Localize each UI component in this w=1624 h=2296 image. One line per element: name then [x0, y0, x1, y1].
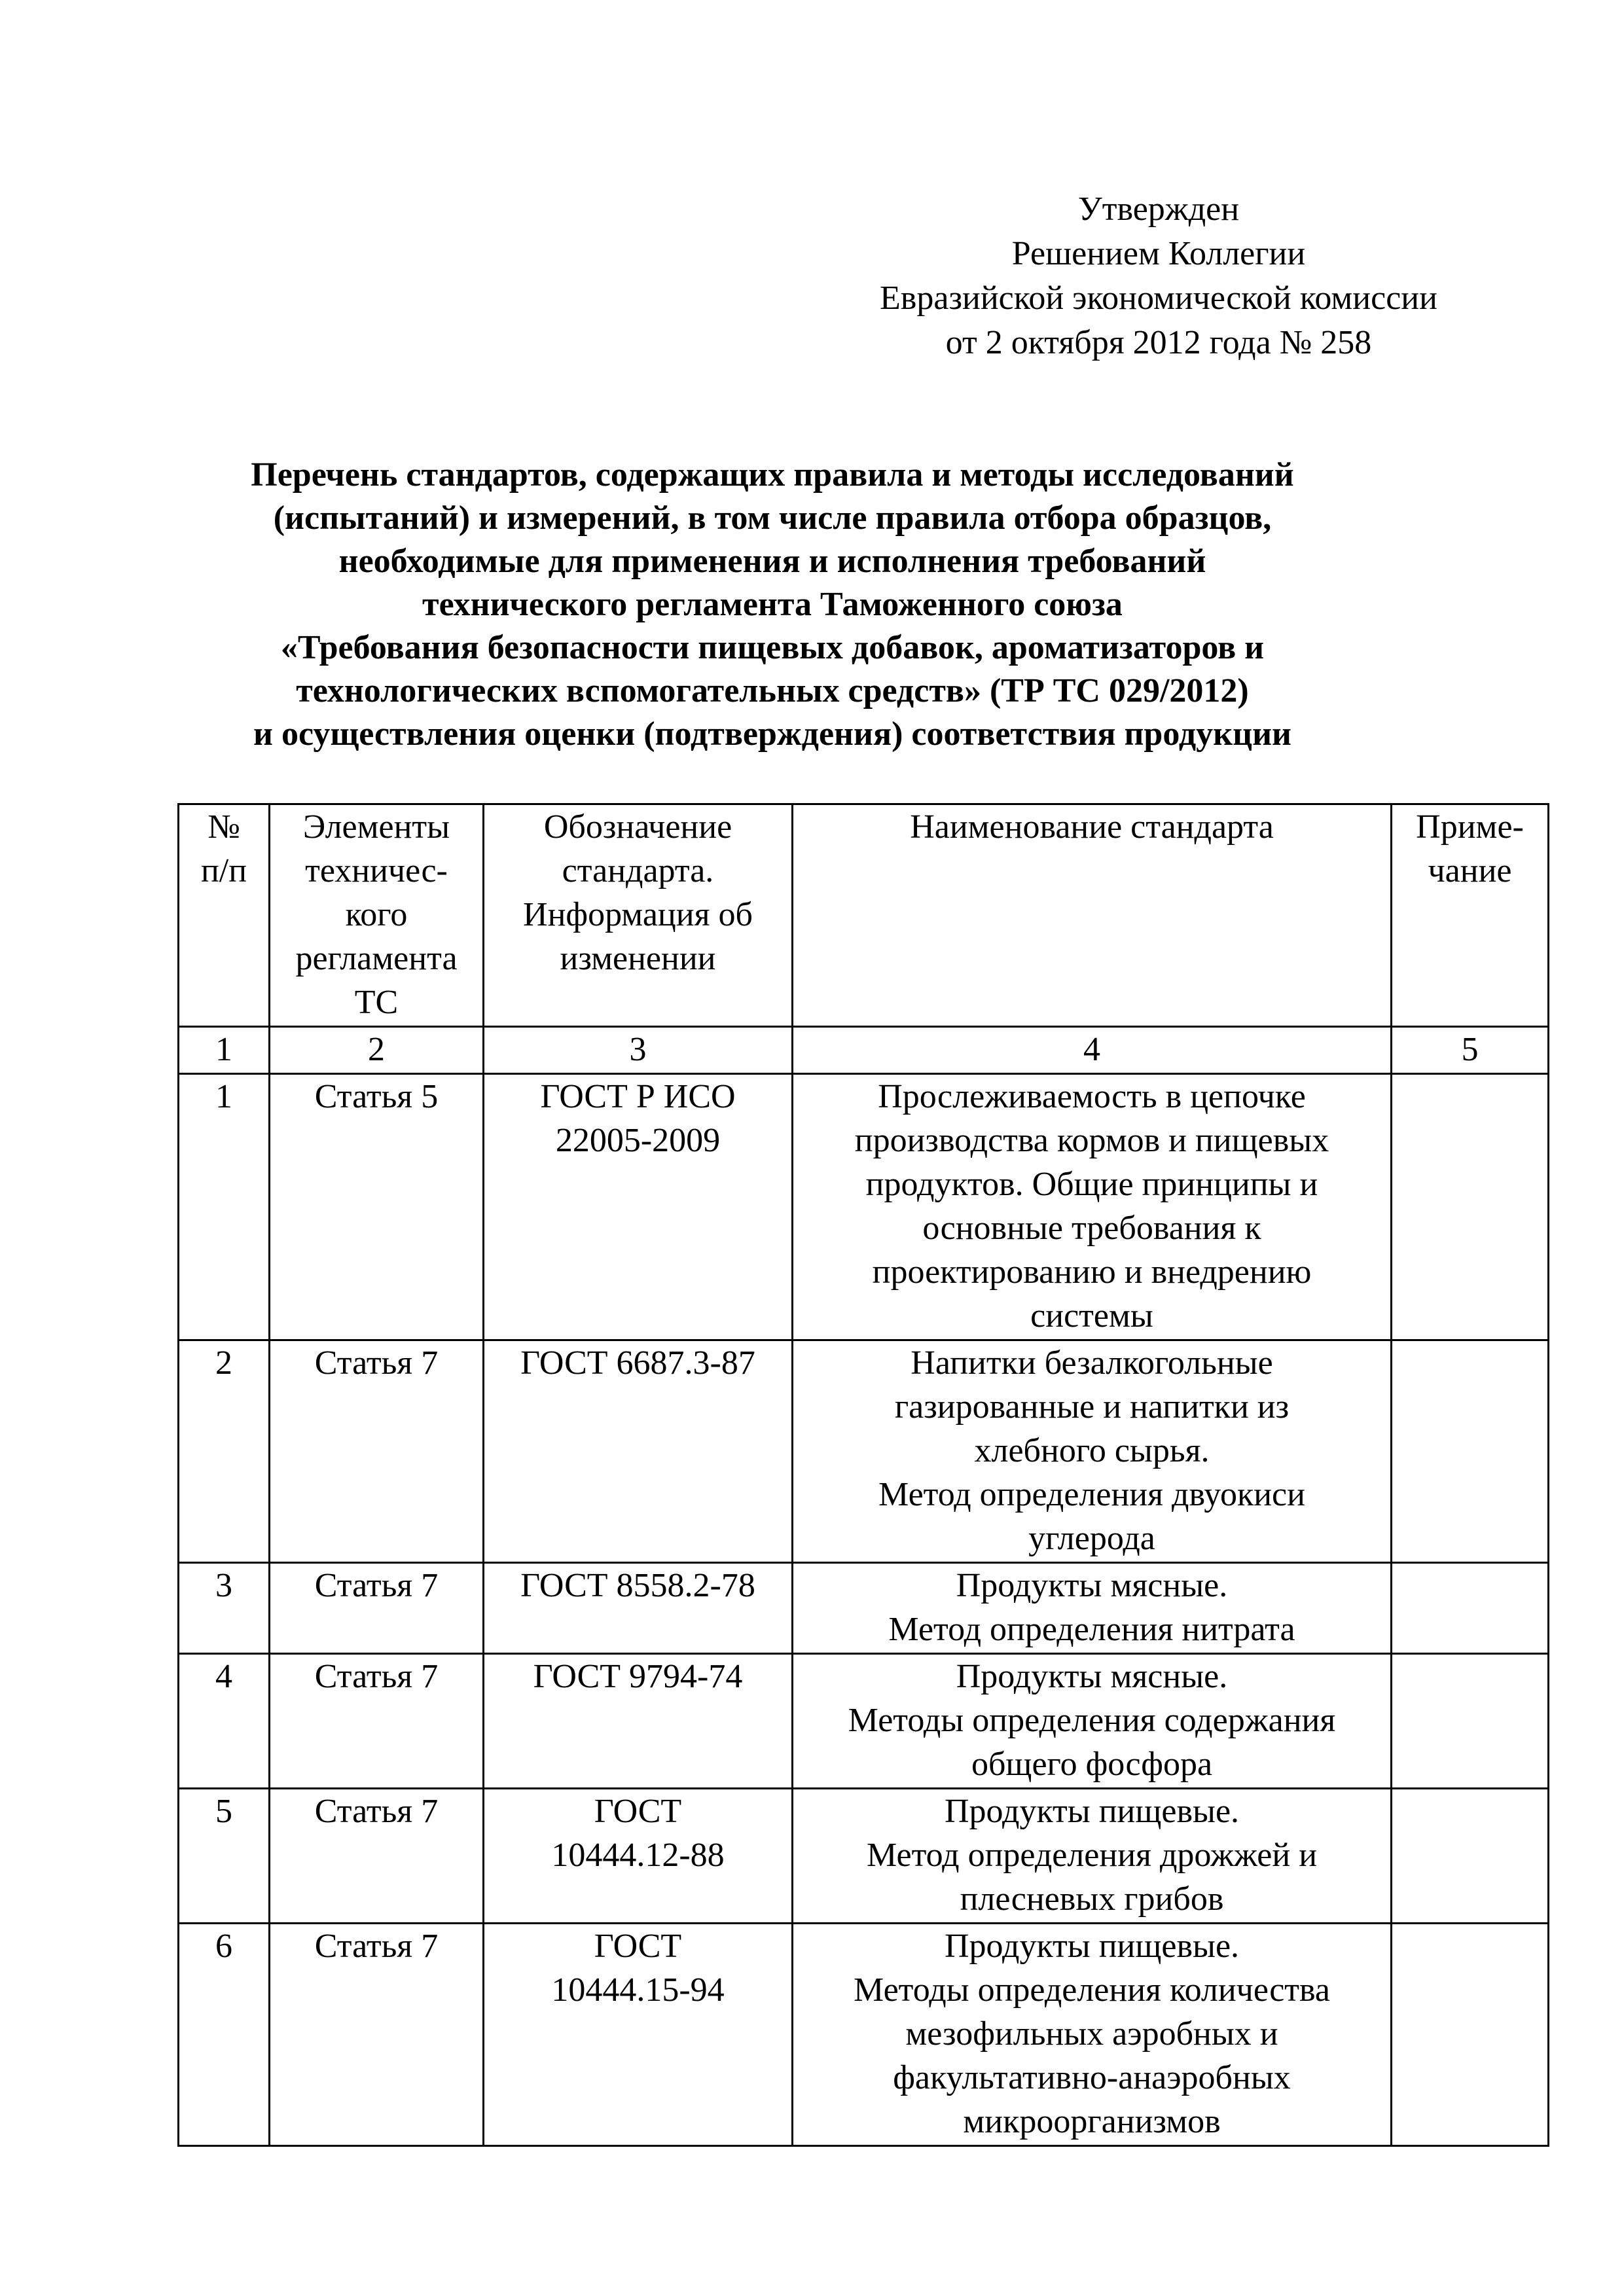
note-cell	[1392, 1563, 1549, 1654]
header-note-line: Приме-	[1416, 808, 1524, 846]
designation-line: ГОСТ	[594, 1793, 682, 1830]
approval-block	[831, 187, 1486, 365]
column-number-cell: 2	[270, 1027, 484, 1074]
standard-name-line: микроорганизмов	[963, 2103, 1221, 2140]
standard-name-cell	[793, 1654, 1392, 1789]
note-cell	[1392, 1924, 1549, 2146]
standard-name-line: хлебного сырья.	[974, 1432, 1210, 1469]
standard-name-line: факультативно-анаэробных	[893, 2059, 1291, 2096]
table-row	[179, 1340, 1549, 1563]
header-designation-line: Информация об	[523, 896, 753, 933]
column-number-cell: 4	[793, 1027, 1392, 1074]
header-row	[179, 804, 1549, 1027]
table-row	[179, 1924, 1549, 2146]
designation-line: ГОСТ 8558.2-78	[520, 1567, 755, 1604]
standard-name-line: системы	[1030, 1297, 1153, 1335]
header-num-line: №	[208, 808, 240, 846]
standard-name-cell	[793, 1074, 1392, 1340]
standard-designation-cell	[484, 1563, 793, 1654]
standard-name-cell	[793, 1924, 1392, 2146]
row-number-cell: 3	[179, 1563, 270, 1654]
title-line: Перечень стандартов, содержащих правила и методы исследований	[251, 456, 1294, 493]
header-name-line: Наименование стандарта	[910, 808, 1274, 846]
title-line: (испытаний) и измерений, в том числе правила отбора образцов,	[273, 499, 1272, 537]
standard-name-line: производства кормов и пищевых	[854, 1122, 1329, 1159]
standard-name-line: Напитки безалкогольные	[911, 1344, 1273, 1382]
table-row	[179, 1654, 1549, 1789]
designation-line: ГОСТ	[594, 1928, 682, 1965]
note-cell	[1392, 1074, 1549, 1340]
standard-name-cell	[793, 1340, 1392, 1563]
row-number-cell: 2	[179, 1340, 270, 1563]
standard-name-line: Продукты мясные.	[956, 1658, 1228, 1695]
title-line: «Требования безопасности пищевых добавок, ароматизаторов и	[280, 629, 1265, 666]
designation-line: ГОСТ 6687.3-87	[520, 1344, 755, 1382]
standard-name-line: газированные и напитки из	[894, 1388, 1290, 1426]
header-elements-line: ТС	[354, 984, 399, 1021]
standard-designation-cell	[484, 1924, 793, 2146]
table-row	[179, 1789, 1549, 1924]
header-note-line: чание	[1428, 852, 1512, 889]
header-elements-line: кого	[345, 896, 408, 933]
row-number-cell: 5	[179, 1789, 270, 1924]
standard-name-line: Продукты пищевые.	[944, 1928, 1240, 1965]
row-number-cell: 6	[179, 1924, 270, 2146]
designation-line: ГОСТ Р ИСО	[540, 1078, 736, 1115]
standard-name-line: Методы определения содержания	[848, 1702, 1336, 1739]
column-number-row	[179, 1027, 1549, 1074]
regulation-element-cell: Статья 7	[270, 1654, 484, 1789]
table-row	[179, 1563, 1549, 1654]
designation-line: 10444.12-88	[551, 1837, 725, 1874]
regulation-element-cell: Статья 7	[270, 1563, 484, 1654]
designation-line: ГОСТ 9794-74	[533, 1658, 743, 1695]
row-number-cell: 1	[179, 1074, 270, 1340]
header-designation-line: изменении	[560, 940, 716, 977]
standards-table-body	[179, 804, 1549, 2146]
title-line: технологических вспомогательных средств» (ТР ТС 029/2012)	[296, 672, 1249, 709]
standard-name-line: Метод определения дрожжей и	[866, 1837, 1318, 1874]
standard-designation-cell	[484, 1654, 793, 1789]
standard-name-line: основные требования к	[922, 1210, 1261, 1247]
header-name	[793, 804, 1392, 1027]
title-line: необходимые для применения и исполнения требований	[338, 543, 1206, 580]
title-line: и осуществления оценки (подтверждения) соответствия продукции	[253, 715, 1291, 753]
standard-name-line: продуктов. Общие принципы и	[865, 1166, 1318, 1203]
approval-line: Утвержден	[1077, 190, 1240, 228]
header-elements-line: регламента	[295, 940, 458, 977]
standard-designation-cell	[484, 1789, 793, 1924]
standard-name-line: Метод определения нитрата	[888, 1611, 1295, 1648]
standard-name-line: общего фосфора	[971, 1746, 1213, 1783]
standard-name-line: Метод определения двуокиси	[878, 1476, 1305, 1513]
standard-name-line: Продукты пищевые.	[944, 1793, 1240, 1830]
document-title	[151, 454, 1394, 756]
standard-designation-cell	[484, 1074, 793, 1340]
regulation-element-cell: Статья 5	[270, 1074, 484, 1340]
approval-line: от 2 октября 2012 года № 258	[945, 324, 1372, 361]
standard-name-line: Прослеживаемость в цепочке	[878, 1078, 1306, 1115]
title-line: технического регламента Таможенного союза	[422, 586, 1123, 623]
standard-name-line: плесневых грибов	[960, 1880, 1224, 1918]
designation-line: 22005-2009	[555, 1122, 721, 1159]
note-cell	[1392, 1654, 1549, 1789]
header-note	[1392, 804, 1549, 1027]
standard-name-line: мезофильных аэробных и	[905, 2015, 1278, 2053]
regulation-element-cell: Статья 7	[270, 1340, 484, 1563]
header-designation-line: стандарта.	[562, 852, 714, 889]
regulation-element-cell: Статья 7	[270, 1924, 484, 2146]
approval-line: Решением Коллегии	[1011, 235, 1306, 272]
standard-name-line: проектированию и внедрению	[872, 1253, 1312, 1291]
note-cell	[1392, 1789, 1549, 1924]
note-cell	[1392, 1340, 1549, 1563]
table-row	[179, 1074, 1549, 1340]
standards-table	[177, 803, 1549, 2147]
standard-name-line: Методы определения количества	[854, 1971, 1330, 2009]
standard-designation-cell	[484, 1340, 793, 1563]
column-number-cell: 1	[179, 1027, 270, 1074]
column-number-cell: 5	[1392, 1027, 1549, 1074]
header-designation-line: Обозначение	[543, 808, 732, 846]
column-number-cell: 3	[484, 1027, 793, 1074]
standard-name-line: Продукты мясные.	[956, 1567, 1228, 1604]
header-elements-line: техничес-	[305, 852, 448, 889]
standard-name-cell	[793, 1789, 1392, 1924]
designation-line: 10444.15-94	[551, 1971, 725, 2009]
header-designation	[484, 804, 793, 1027]
regulation-element-cell: Статья 7	[270, 1789, 484, 1924]
header-num	[179, 804, 270, 1027]
header-elements-line: Элементы	[302, 808, 450, 846]
row-number-cell: 4	[179, 1654, 270, 1789]
header-num-line: п/п	[200, 852, 247, 889]
approval-line: Евразийской экономической комиссии	[880, 279, 1437, 317]
header-elements	[270, 804, 484, 1027]
standard-name-cell	[793, 1563, 1392, 1654]
standard-name-line: углерода	[1028, 1520, 1155, 1557]
